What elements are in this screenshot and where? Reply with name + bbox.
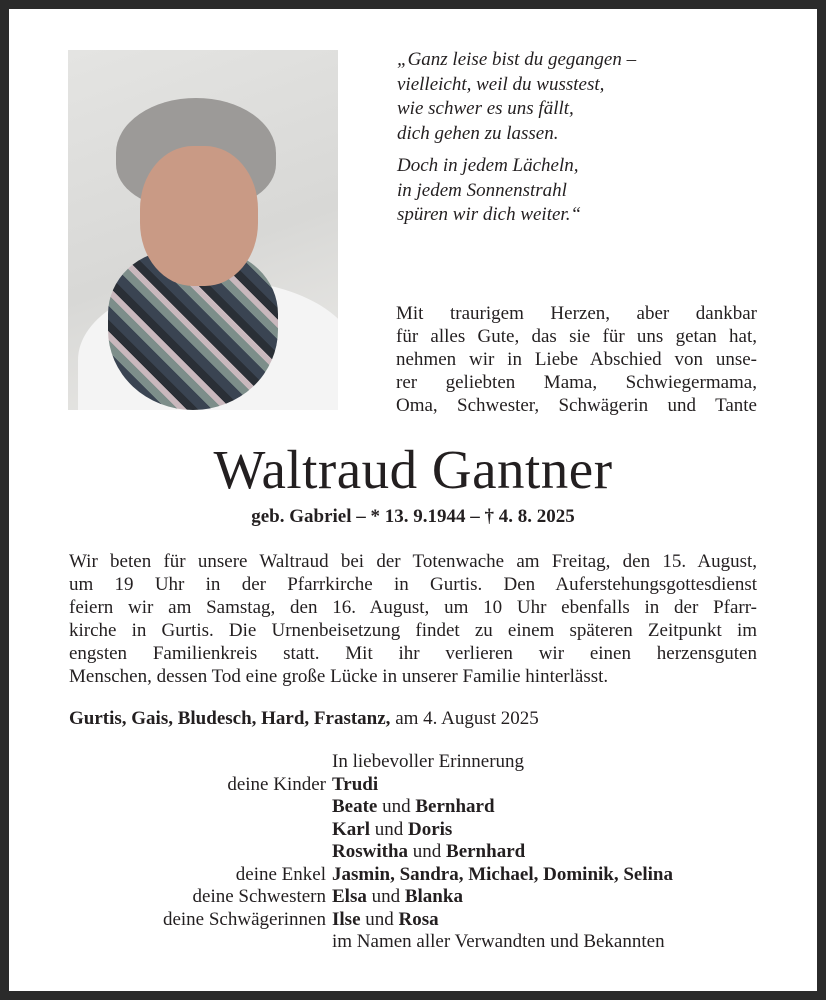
relation-names [332,751,524,774]
intro-line: Mit traurigem Herzen, aber dankbar [396,303,757,324]
towns: Gurtis, Gais, Bludesch, Hard, Frastanz, [69,708,391,729]
relation-names [332,796,495,819]
person-name: Doris [408,818,453,840]
person-name: Jasmin, Sandra, Michael, Dominik, Selina [332,863,673,885]
family-row [69,864,673,887]
family-row [69,931,673,954]
person-name: Karl [332,818,370,840]
relation-names [332,774,378,797]
deceased-name: Waltraud Gantner [213,439,613,500]
person-name: Rosa [398,908,439,930]
family-row [69,909,673,932]
relation-label [69,751,332,774]
connector: In liebevoller Erinnerung [332,751,525,772]
relation-names [332,841,525,864]
paragraph-line: Menschen, dessen Tod eine große Lücke in unserer Familie hinterlässt. [69,666,609,687]
intro-text [396,302,757,417]
person-name: Trudi [332,773,379,795]
poem-line: spüren wir dich weiter.“ [397,204,582,225]
family-row [69,886,673,909]
relation-label [69,931,332,954]
person-name: Ilse [332,908,361,930]
paragraph-line: feiern wir am Samstag, den 16. August, um 10 Uhr ebenfalls in der Pfarr- [69,597,757,618]
intro-line: rer geliebten Mama, Schwiegermama, [396,372,757,393]
family-row [69,841,673,864]
relation-names [332,864,673,887]
family-row [69,819,673,842]
portrait-photo [68,50,338,410]
connector: und [377,796,416,817]
relation-label [69,841,332,864]
poem-line: wie schwer es uns fällt, [397,98,574,119]
poem-line: dich gehen zu lassen. [397,122,559,144]
intro-line: für alles Gute, das sie für uns getan hat, [396,326,757,347]
paragraph-line: kirche in Gurtis. Die Urnenbeisetzung findet zu einem späteren Zeitpunkt im [69,620,757,641]
family-row [69,751,673,774]
paragraph-line: engsten Familienkreis statt. Mit ihr verlieren wir einen herzensguten [69,643,757,664]
connector: und [370,818,408,840]
family-row [69,774,673,797]
intro-line: Oma, Schwester, Schwägerin und Tante [396,395,757,416]
poem-line: Doch in jedem Lächeln, [397,155,579,176]
connector: und [360,908,399,930]
person-name: Bernhard [415,796,495,817]
relation-label: deine Enkel [235,863,326,885]
family-list [69,751,673,954]
relation-names [332,819,452,842]
poem-line: vielleicht, weil du wusstest, [397,73,605,95]
poem-stanza [397,154,636,228]
family-row [69,796,673,819]
service-details [69,550,757,688]
relation-label [69,796,332,819]
connector: und [366,886,405,907]
paragraph-line: Wir beten für unsere Waltraud bei der Totenwache am Freitag, den 15. August, [69,551,757,572]
relation-names [332,931,665,954]
poem [397,48,636,236]
relation-label: deine Schwestern [192,886,326,907]
relation-label [69,819,332,842]
relation-label: deine Kinder [227,773,326,795]
person-name: Beate [332,796,378,817]
relation-label: deine Schwägerinnen [162,908,326,930]
date: am 4. August 2025 [390,708,539,729]
poem-line: „Ganz leise bist du gegangen – [397,49,637,70]
person-name: Roswitha [332,841,409,862]
relation-names [332,886,463,909]
relation-names [332,909,439,932]
place-date [69,708,539,730]
poem-stanza [397,48,636,146]
person-name: Bernhard [446,841,526,862]
person-name: Blanka [404,886,463,907]
connector: im Namen aller Verwandten und Bekannten [332,931,665,952]
paragraph-line: um 19 Uhr in der Pfarrkirche in Gurtis. Den Auferstehungsgottesdienst [69,574,757,595]
connector: und [408,841,447,862]
intro-line: nehmen wir in Liebe Abschied von unse- [396,349,757,370]
poem-line: in jedem Sonnenstrahl [397,179,567,201]
person-name: Elsa [332,886,367,907]
birth-death-dates: geb. Gabriel – * 13. 9.1944 – † 4. 8. 2025 [251,506,575,527]
